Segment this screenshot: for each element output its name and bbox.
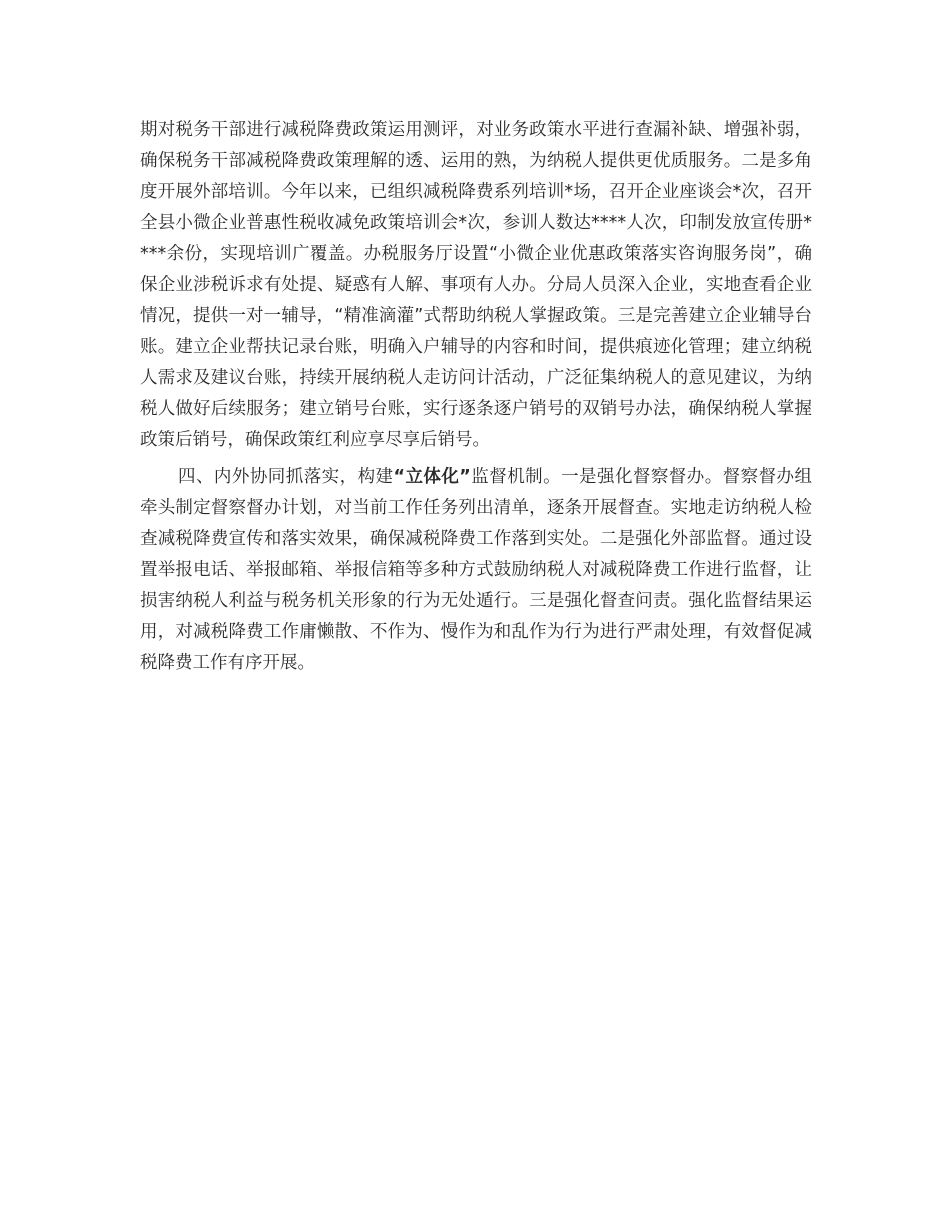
section-four-quoted-term: “立体化” bbox=[393, 467, 471, 487]
document-body bbox=[140, 115, 812, 679]
paragraph-continued: 期对税务干部进行减税降费政策运用测评，对业务政策水平进行查漏补缺、增强补弱，确保税务干部减税降费政策理解的透、运用的熟，为纳税人提供更优质服务。二是多角度开展外部培训。今年以来，已组织减税降费系列培训*场，召开企业座谈会*次，召开全县小微企业普惠性税收减免政策培训会*次，参训人数达****人次，印制发放宣传册****余份，实现培训广覆盖。办税服务厅设置“小微企业优惠政策落实咨询服务岗”，确保企业涉税诉求有处提、疑惑有人解、事项有人办。分局人员深入企业，实地查看企业情况，提供一对一辅导，“精准滴灌”式帮助纳税人掌握政策。三是完善建立企业辅导台账。建立企业帮扶记录台账，明确入户辅导的内容和时间，提供痕迹化管理；建立纳税人需求及建议台账，持续开展纳税人走访问计活动，广泛征集纳税人的意见建议，为纳税人做好后续服务；建立销号台账，实行逐条逐户销号的双销号办法，确保纳税人掌握政策后销号，确保政策红利应享尽享后销号。 bbox=[140, 120, 812, 450]
section-four-heading-prefix: 四、内外协同抓落实，构建 bbox=[178, 467, 394, 487]
section-four-body: 监督机制。一是强化督察督办。督察督办组牵头制定督察督办计划，对当前工作任务列出清单，逐条开展督查。实地走访纳税人检查减税降费宣传和落实效果，确保减税降费工作落到实处。二是强化外部监督。通过设置举报电话、举报邮箱、举报信箱等多种方式鼓励纳税人对减税降费工作进行监督，让损害纳税人利益与税务机关形象的行为无处遁行。三是强化督查问责。强化监督结果运用，对减税降费工作庸懒散、不作为、慢作为和乱作为行为进行严肃处理，有效督促减税降费工作有序开展。 bbox=[140, 467, 813, 673]
paragraph-section-four bbox=[140, 462, 812, 679]
